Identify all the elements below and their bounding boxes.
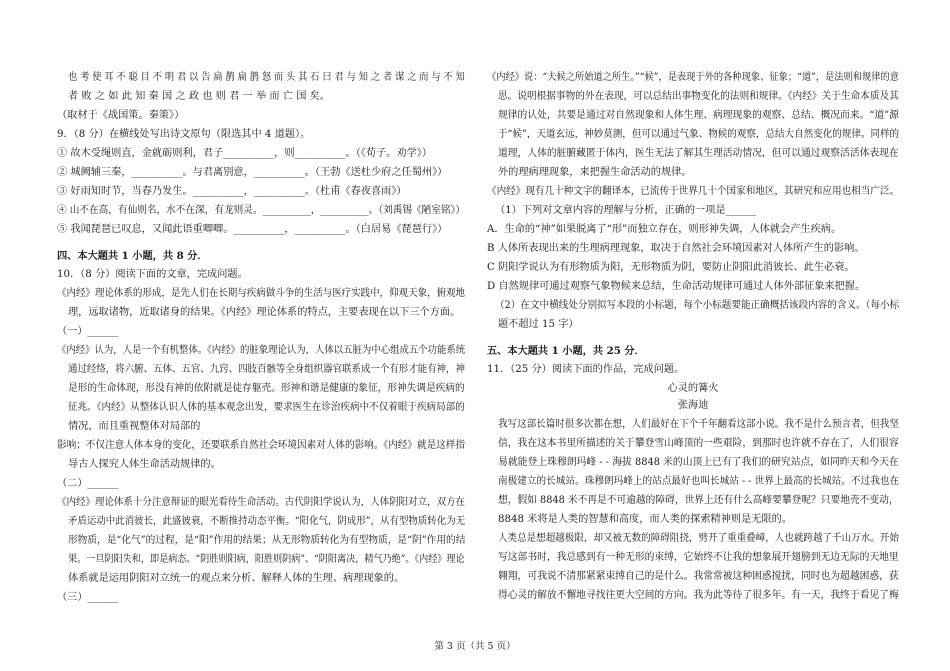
source-note: （取材于《战国策。秦策》） bbox=[57, 110, 185, 121]
option-b: B 人体所表现出来的生理病理现象，取决于自然社会环境因素对人体所产生的影响。 bbox=[487, 243, 865, 254]
q9-item-4: ④ 山不在高，有仙则名，水不在深，有龙则灵。__________，__________。（刘禹锡《陋室铭》） bbox=[57, 205, 466, 216]
passage-line: 《内经》理论体系的形成，是先人们在长期与疾病做斗争的生活与医疗实践中，仰观天象，俯观地 bbox=[57, 288, 466, 299]
passage-line: 果。一旦阴阳失和，即是病态。“阴胜则阳病，阳胜则阴病”、“阴阳离决，精气乃绝”。《内经》理论 bbox=[68, 554, 465, 565]
passage-line: 是形的生命体现，形没有神的依附就是徒存躯壳。形神和谐是健康的象征，形神失调是疾病的 bbox=[68, 383, 465, 394]
passage-line: 情况，而且重视整体对局部的 bbox=[68, 421, 201, 432]
passage-line: 外的理病理现象，来把握生命活动的规律。 bbox=[498, 167, 692, 178]
question-10-stem: 10．（8 分）阅读下面的文章，完成问题。 bbox=[57, 269, 248, 280]
essay-line: 想，假如 8848 米不再是不可逾越的障碍，世界上还有什么高峰要攀登呢？只要地壳不变动， bbox=[498, 495, 899, 506]
passage-line: 矛盾运动中此消彼长，此盛彼衰，不断推持动态平衡。“阳化气，阴成形”，从有型物质转化为无 bbox=[68, 516, 466, 527]
subheading-blank-3: （三）______ bbox=[57, 592, 119, 603]
passage-line: 道理，人体的脏腑藏匿于体内，医生无法了解其生理活动情况，但可以通过观察活活体表现在 bbox=[498, 148, 899, 159]
classical-text-line: 也 考 使 耳 不 聪 目 不 明 君 以 告 扁 鹊 扁 鹊 怒 而 头 其 石 曰 君 与 知 之 者 谋 之 而 与 不 知 bbox=[68, 72, 465, 83]
passage-line: 理，远取诸物，近取诸身的结果。《内经》理论体系的特点，主要表现在以下三个方面。 bbox=[68, 307, 461, 318]
passage-line: 规律的认处，共要是通过对自然现象和人体生理、病理现象的观察、总结、概况而来。“道”源 bbox=[498, 110, 899, 121]
essay-title: 心灵的篝火 bbox=[667, 383, 719, 394]
essay-line: 8848 米将是人类的智慧和高度，而人类的探索精神则是无限的。 bbox=[498, 514, 793, 525]
passage-line: 《内经》现有几十种文字的翻译本，已流传于世界几十个国家和地区，其研究和应用也相当广泛。 bbox=[487, 186, 900, 197]
essay-line: 信，我在这本书里所描述的关于攀登雪山峰顶的一些艰险，到那时也许就不存在了，人们很容 bbox=[498, 438, 899, 449]
q9-item-3: ③ 好雨知时节，当春乃发生。__________，__________。（杜甫《春夜喜雨》） bbox=[57, 186, 407, 197]
passage-line: 体系就是运用阴阳对立统一的观点来分析、解释人体的生理、病理现象的。 bbox=[68, 573, 405, 584]
option-c: C 阴阳学说认为有形物质为阳，无形物质为阴，要防止阴阳此消彼长、此生必衰。 bbox=[487, 262, 855, 273]
q9-item-2: ② 城阙辅三秦，__________。与君离别意，__________。（王勃《送杜少府之任蜀州》） bbox=[57, 167, 448, 178]
option-a: A．生命的“神”如果脱离了“形”而独立存在，则形神失调，人体就会产生疾病。 bbox=[487, 224, 842, 235]
passage-line: 形物质，是“化气”的过程，是“阳”作用的结果；从无形物质转化为有型物质，是“阴”作用的结 bbox=[68, 535, 466, 546]
essay-line: 翱翔，可我说不清那紧紧束缚自己的是什么。我常常被这种困惑搅扰，同时也为超越困惑，获 bbox=[498, 571, 899, 582]
passage-line: 《内经》说：“夫候之所始道之所生。”“候”，是表现于外的各种现象、征象；“道”，是法则和规律的意 bbox=[487, 72, 900, 83]
question-11-stem: 11．（25 分）阅读下面的作品，完成问题。 bbox=[487, 364, 685, 375]
q9-item-5: ⑤ 我闻琵琶已叹息，又闻此语重唧唧。__________，__________。（白居易《琵琶行》） bbox=[57, 224, 448, 235]
essay-line: 得心灵的解放不懈地寻找往更大空间的方向。我为此等待了很多年。有一天，我终于看见了梅 bbox=[498, 590, 899, 601]
passage-line: 思。说明根据事物的外在表现，可以总结出事物变化的法则和规律。《内经》关于生命本质及其 bbox=[498, 91, 899, 102]
subheading-blank-2: （二）______ bbox=[57, 478, 119, 489]
essay-line: 我写这部长篇时很多次都在想，人们最好在下个千年翻看这部小说。我不是什么预言者，但我坚 bbox=[498, 419, 899, 430]
passage-line: 导古人探究人体生命活动规律的。 bbox=[68, 459, 221, 470]
subheading-blank-1: （一）______ bbox=[57, 326, 119, 337]
essay-line: 人类总是想超越极限，却又被无数的障碍阻挠，劈开了重重叠嶂，人也就跨越了千山万水。开始 bbox=[498, 533, 899, 544]
q9-item-1: ① 故木受绳则直，金就砺则利，君子__________，则__________。（《荀子。劝学》） bbox=[57, 148, 433, 159]
classical-text-line: 者 败 之 如 此 知 秦 国 之 政 也 则 君 一 举 而 亡 国 矣。 bbox=[68, 91, 331, 102]
section-5-heading: 五、本大题共 1 小题，共 25 分． bbox=[487, 345, 645, 357]
essay-line: 写这部书时，我总感到有一种无形的束缚，它始终不让我的想象展开翅膀到无边无际的天地里 bbox=[498, 552, 899, 563]
page-number: 第 3 页（共 5 页） bbox=[434, 641, 516, 652]
passage-line: 通过经络，将六腑、五体、五官、九窍、四肢百骸等全身组织器官联系成一个有形才能有神，神 bbox=[68, 364, 465, 375]
q10-sub-2-cont: 题不超过 15 字） bbox=[498, 319, 579, 330]
question-9-stem: 9．（8 分）在横线处写出诗文原句（限选其中 4 道题）。 bbox=[57, 129, 311, 140]
passage-line: 《内经》理论体系十分注意辩证的眼光看待生命活动。古代阴阳学说认为，人体阴阳对立，双方在 bbox=[57, 497, 466, 508]
passage-line: 征兆。《内经》从整体认识人体的基本观念出发，要求医生在诊治疾病中不仅着眼于疾病局部的 bbox=[68, 402, 465, 413]
option-d: D 自然规律可通过观察气象物候来总结，生命活动规律可通过人体外部征象来把握。 bbox=[487, 281, 866, 292]
passage-line: 于“候”，天道玄远，神妙莫测，但可以通过气象、物候的观察，总结大自然变化的规律。同样的 bbox=[498, 129, 900, 140]
section-4-heading: 四、本大题共 1 小题，共 8 分． bbox=[57, 250, 208, 262]
essay-line: 南极建立的长城站。珠穆朗玛峰上的站点最好也叫长城站 - - 世界上最高的长城站。不过我也在 bbox=[498, 476, 900, 487]
essay-line: 易就能登上珠穆朗玛峰 - - 海拔 8848 米的山顶上已有了我们的研究站点，如同昨天和今天在 bbox=[498, 457, 899, 468]
passage-line: 影响；不仅注意人体本身的变化，还要联系自然社会环境因素对人体的影响。《内经》就是这样指 bbox=[57, 440, 465, 451]
passage-line: 《内经》认为，人是一个有机整体。《内经》的脏象理论认为，人体以五脏为中心组成五个功能系统 bbox=[57, 345, 466, 356]
q10-sub-2: （2）在文中横线处分别拟写本段的小标题，每个小标题要能正确概括该段内容的含义。（每小标 bbox=[495, 300, 900, 311]
q10-sub-1: （1）下列对文章内容的理解与分析，正确的一项是______ bbox=[495, 205, 757, 216]
essay-author: 张海迪 bbox=[677, 400, 709, 411]
